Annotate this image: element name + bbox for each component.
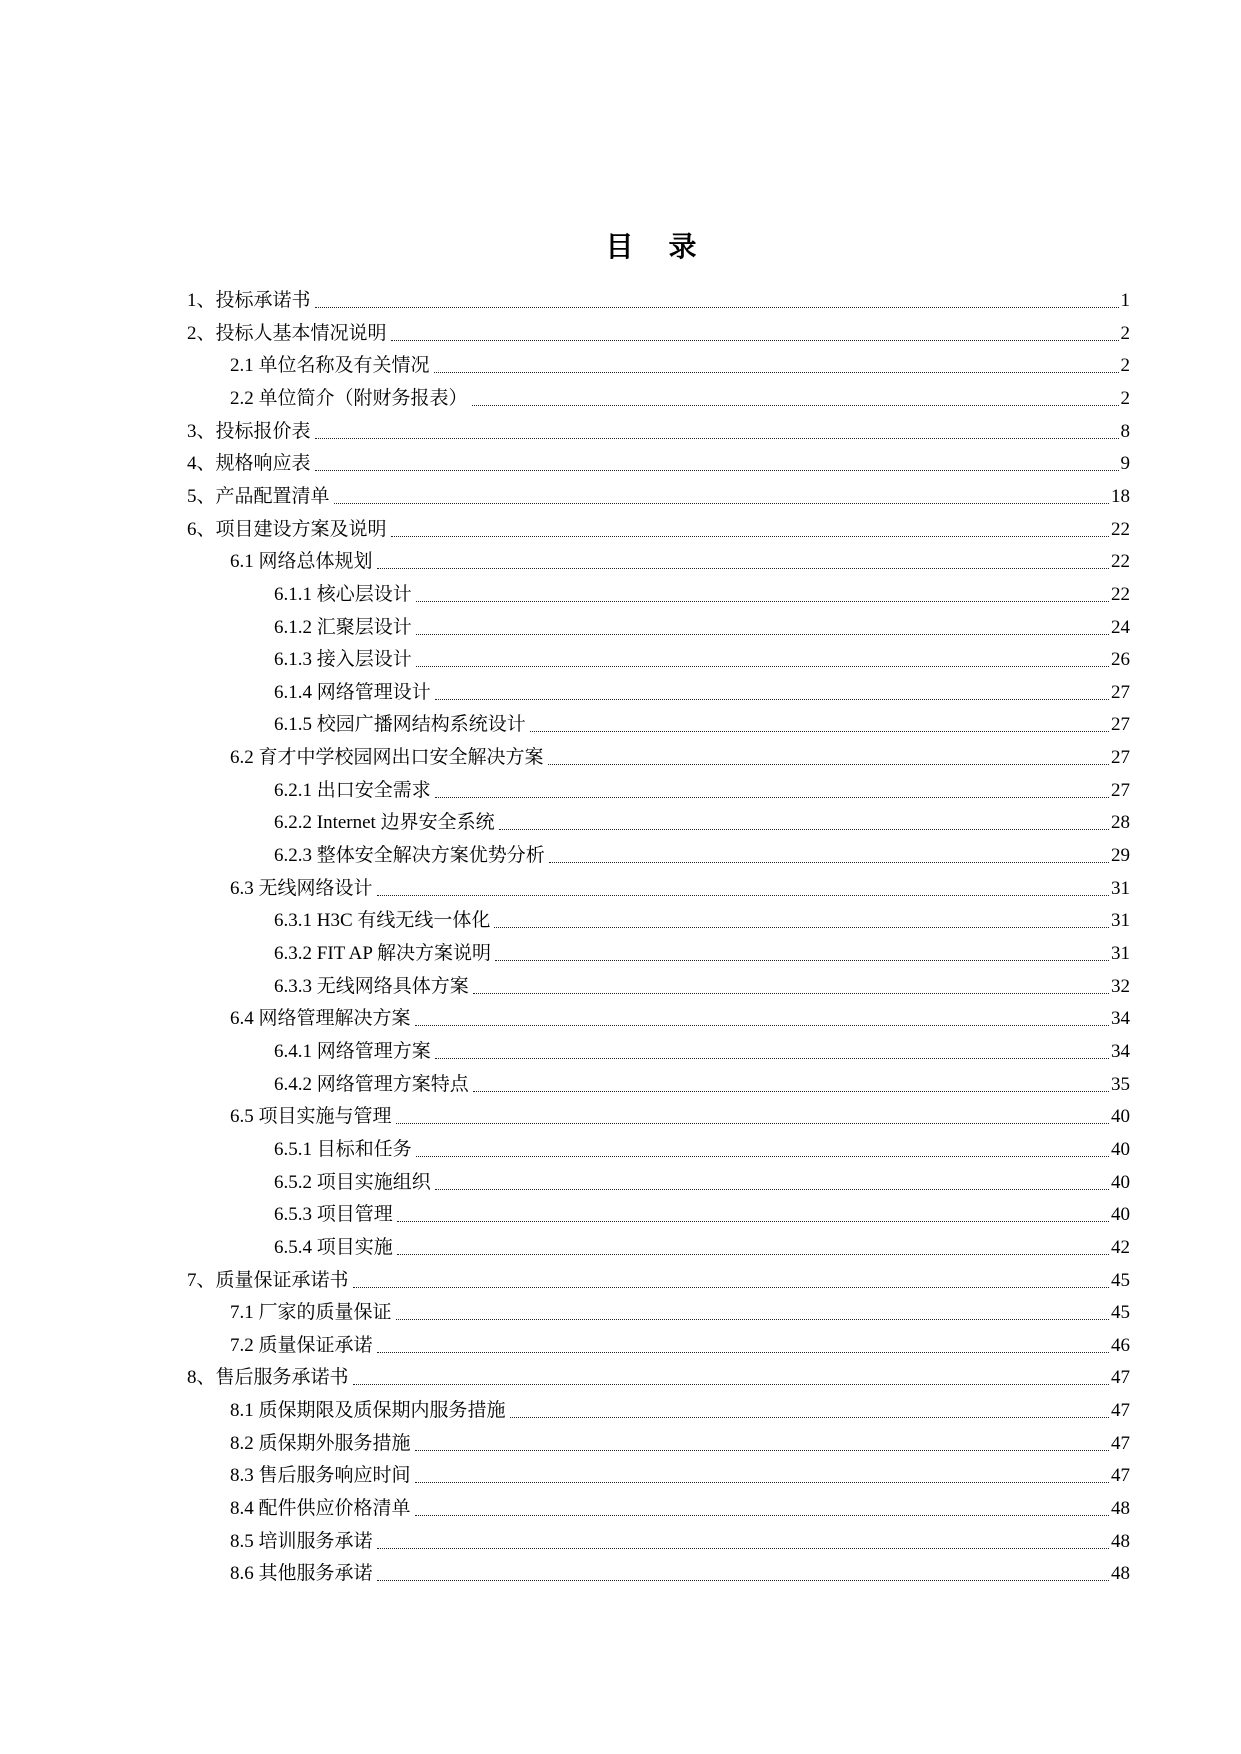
toc-entry-label: 6.1.4 网络管理设计 bbox=[274, 681, 431, 703]
toc-entry-page-number: 2 bbox=[1120, 322, 1130, 344]
toc-dot-leader bbox=[315, 306, 1119, 308]
toc-entry-page-number: 29 bbox=[1111, 845, 1130, 867]
toc-dot-leader bbox=[435, 1188, 1109, 1190]
toc-entry-label: 6.3.1 H3C 有线无线一体化 bbox=[274, 910, 491, 932]
toc-title: 目 录 bbox=[605, 232, 711, 263]
toc-entry[interactable] bbox=[274, 640, 1130, 672]
toc-entry-label: 6.5.2 项目实施组织 bbox=[274, 1171, 431, 1193]
toc-dot-leader bbox=[416, 1155, 1109, 1157]
toc-entry-label: 6.5.1 目标和任务 bbox=[274, 1138, 412, 1160]
toc-entry-page-number: 34 bbox=[1111, 1040, 1130, 1062]
toc-dot-leader bbox=[377, 567, 1109, 569]
toc-entry-page-number: 8 bbox=[1120, 420, 1130, 442]
toc-entry-page-number: 35 bbox=[1111, 1073, 1130, 1095]
toc-entry-page-number: 40 bbox=[1111, 1138, 1130, 1160]
toc-entry-page-number: 48 bbox=[1111, 1530, 1130, 1552]
toc-entry-page-number: 45 bbox=[1111, 1269, 1130, 1291]
toc-entry-label: 6.5.4 项目实施 bbox=[274, 1236, 393, 1258]
toc-entry[interactable] bbox=[274, 771, 1130, 803]
toc-entry-page-number: 2 bbox=[1120, 355, 1130, 377]
toc-entry-page-number: 31 bbox=[1111, 910, 1130, 932]
toc-dot-leader bbox=[397, 1220, 1109, 1222]
toc-entry[interactable] bbox=[230, 1489, 1130, 1521]
toc-entry-page-number: 34 bbox=[1111, 1008, 1130, 1030]
toc-entry-page-number: 31 bbox=[1111, 877, 1130, 899]
toc-entry[interactable] bbox=[230, 1326, 1130, 1358]
toc-entry[interactable] bbox=[230, 1522, 1130, 1554]
toc-entry[interactable] bbox=[230, 1424, 1130, 1456]
toc-dot-leader bbox=[377, 894, 1109, 896]
toc-entry-label: 6.1 网络总体规划 bbox=[230, 551, 373, 573]
toc-dot-leader bbox=[415, 1514, 1109, 1516]
toc-entry-label: 6.1.1 核心层设计 bbox=[274, 583, 412, 605]
toc-entry-label: 4、规格响应表 bbox=[187, 453, 311, 475]
toc-entry-label: 6.4.1 网络管理方案 bbox=[274, 1040, 431, 1062]
toc-entry-label: 6.2 育才中学校园网出口安全解决方案 bbox=[230, 747, 544, 769]
toc-entry-label: 2、投标人基本情况说明 bbox=[187, 322, 387, 344]
toc-entry-page-number: 28 bbox=[1111, 812, 1130, 834]
toc-entry-page-number: 26 bbox=[1111, 649, 1130, 671]
toc-entry[interactable] bbox=[274, 1228, 1130, 1260]
toc-entry[interactable] bbox=[230, 1293, 1130, 1325]
toc-entry-label: 8.4 配件供应价格清单 bbox=[230, 1498, 411, 1520]
toc-entry[interactable] bbox=[274, 1130, 1130, 1162]
toc-entry-label: 6.2.1 出口安全需求 bbox=[274, 779, 431, 801]
toc-dot-leader bbox=[416, 633, 1109, 635]
toc-dot-leader bbox=[434, 371, 1119, 373]
toc-dot-leader bbox=[315, 437, 1119, 439]
toc-entry[interactable] bbox=[274, 1195, 1130, 1227]
toc-dot-leader bbox=[415, 1024, 1109, 1026]
toc-entry[interactable] bbox=[230, 542, 1130, 574]
toc-entry-page-number: 46 bbox=[1111, 1334, 1130, 1356]
toc-entry[interactable] bbox=[274, 673, 1130, 705]
toc-dot-leader bbox=[416, 665, 1109, 667]
toc-dot-leader bbox=[396, 1122, 1109, 1124]
toc-entry[interactable] bbox=[274, 1163, 1130, 1195]
toc-entry[interactable] bbox=[230, 379, 1130, 411]
toc-entry-label: 7.1 厂家的质量保证 bbox=[230, 1302, 392, 1324]
toc-entry-label: 6.1.2 汇聚层设计 bbox=[274, 616, 412, 638]
toc-entry-label: 6.3.3 无线网络具体方案 bbox=[274, 975, 469, 997]
toc-entry-page-number: 22 bbox=[1111, 551, 1130, 573]
toc-entry-page-number: 42 bbox=[1111, 1236, 1130, 1258]
toc-dot-leader bbox=[397, 1253, 1109, 1255]
toc-dot-leader bbox=[353, 1383, 1109, 1385]
toc-entry-page-number: 47 bbox=[1111, 1465, 1130, 1487]
toc-entry-label: 2.1 单位名称及有关情况 bbox=[230, 355, 430, 377]
toc-dot-leader bbox=[499, 828, 1109, 830]
toc-dot-leader bbox=[494, 926, 1109, 928]
toc-dot-leader bbox=[391, 535, 1109, 537]
toc-entry-label: 8.5 培训服务承诺 bbox=[230, 1530, 373, 1552]
toc-entry[interactable] bbox=[274, 836, 1130, 868]
toc-entry[interactable] bbox=[187, 1358, 1130, 1390]
toc-entry[interactable] bbox=[187, 281, 1130, 313]
toc-entry-label: 7、质量保证承诺书 bbox=[187, 1269, 349, 1291]
toc-entry[interactable] bbox=[274, 608, 1130, 640]
toc-dot-leader bbox=[549, 861, 1109, 863]
toc-entry-page-number: 2 bbox=[1120, 387, 1130, 409]
toc-entry[interactable] bbox=[230, 1554, 1130, 1586]
toc-entry[interactable] bbox=[230, 869, 1130, 901]
toc-entry-page-number: 47 bbox=[1111, 1432, 1130, 1454]
toc-entry[interactable] bbox=[230, 346, 1130, 378]
toc-dot-leader bbox=[377, 1547, 1109, 1549]
toc-entry-label: 3、投标报价表 bbox=[187, 420, 311, 442]
toc-entry-page-number: 1 bbox=[1120, 290, 1130, 311]
toc-dot-leader bbox=[473, 992, 1109, 994]
toc-entry-page-number: 45 bbox=[1111, 1302, 1130, 1324]
toc-entry[interactable] bbox=[274, 705, 1130, 737]
toc-entry-page-number: 48 bbox=[1111, 1563, 1130, 1585]
toc-entry[interactable] bbox=[187, 444, 1130, 476]
toc-entry[interactable] bbox=[274, 575, 1130, 607]
toc-entry-label: 8.1 质保期限及质保期内服务措施 bbox=[230, 1400, 506, 1422]
toc-entry-page-number: 27 bbox=[1111, 681, 1130, 703]
toc-entry-label: 6.1.3 接入层设计 bbox=[274, 649, 412, 671]
toc-entry[interactable] bbox=[230, 1391, 1130, 1423]
toc-dot-leader bbox=[473, 1090, 1109, 1092]
toc-entry[interactable] bbox=[230, 1097, 1130, 1129]
toc-entry-page-number: 31 bbox=[1111, 943, 1130, 964]
toc-entry[interactable] bbox=[187, 477, 1130, 509]
toc-entry-page-number: 47 bbox=[1111, 1367, 1130, 1389]
toc-dot-leader bbox=[435, 1057, 1109, 1059]
toc-entry-label: 6.4.2 网络管理方案特点 bbox=[274, 1073, 469, 1095]
toc-dot-leader bbox=[416, 600, 1109, 602]
toc-entry[interactable] bbox=[274, 934, 1130, 966]
toc-entry-page-number: 22 bbox=[1111, 583, 1130, 605]
toc-entry-label: 6.2.3 整体安全解决方案优势分析 bbox=[274, 845, 545, 867]
toc-dot-leader bbox=[377, 1351, 1109, 1353]
toc-entry-page-number: 48 bbox=[1111, 1498, 1130, 1520]
toc-dot-leader bbox=[415, 1481, 1109, 1483]
toc-entry-page-number: 40 bbox=[1111, 1204, 1130, 1226]
toc-entry[interactable] bbox=[274, 967, 1130, 999]
toc-dot-leader bbox=[495, 959, 1109, 961]
toc-dot-leader bbox=[530, 730, 1109, 732]
toc-entry-label: 6、项目建设方案及说明 bbox=[187, 518, 387, 540]
toc-entry-page-number: 18 bbox=[1111, 485, 1130, 507]
toc-entry-label: 2.2 单位简介（附财务报表） bbox=[230, 387, 468, 409]
toc-dot-leader bbox=[548, 763, 1109, 765]
toc-entry-label: 1、投标承诺书 bbox=[187, 290, 311, 311]
toc-dot-leader bbox=[334, 502, 1109, 504]
toc-entry-label: 6.3.2 FIT AP 解决方案说明 bbox=[274, 943, 491, 964]
toc-dot-leader bbox=[472, 404, 1119, 406]
toc-dot-leader bbox=[377, 1579, 1109, 1581]
toc-entry-page-number: 40 bbox=[1111, 1171, 1130, 1193]
toc-dot-leader bbox=[315, 469, 1119, 471]
toc-entry-label: 5、产品配置清单 bbox=[187, 485, 330, 507]
toc-entry[interactable] bbox=[274, 1065, 1130, 1097]
toc-entry[interactable] bbox=[230, 999, 1130, 1031]
toc-dot-leader bbox=[415, 1449, 1109, 1451]
toc-dot-leader bbox=[510, 1416, 1109, 1418]
toc-entry-page-number: 24 bbox=[1111, 616, 1130, 638]
toc-dot-leader bbox=[391, 339, 1119, 341]
toc-entry-page-number: 40 bbox=[1111, 1106, 1130, 1128]
toc-entry-page-number: 9 bbox=[1120, 453, 1130, 475]
toc-entry-page-number: 32 bbox=[1111, 975, 1130, 997]
toc-entry-page-number: 27 bbox=[1111, 779, 1130, 801]
toc-entry-label: 6.5 项目实施与管理 bbox=[230, 1106, 392, 1128]
toc-entry[interactable] bbox=[274, 803, 1130, 835]
toc-entry[interactable] bbox=[187, 314, 1130, 346]
toc-entry[interactable] bbox=[274, 1032, 1130, 1064]
toc-dot-leader bbox=[353, 1286, 1109, 1288]
toc-entry-label: 8、售后服务承诺书 bbox=[187, 1367, 349, 1389]
toc-entry[interactable] bbox=[274, 901, 1130, 933]
toc-entry-label: 6.2.2 Internet 边界安全系统 bbox=[274, 812, 495, 834]
toc-dot-leader bbox=[435, 796, 1109, 798]
toc-entry-label: 8.3 售后服务响应时间 bbox=[230, 1465, 411, 1487]
toc-entry-label: 8.2 质保期外服务措施 bbox=[230, 1432, 411, 1454]
toc-entry[interactable] bbox=[230, 1456, 1130, 1488]
toc-entry-label: 6.4 网络管理解决方案 bbox=[230, 1008, 411, 1030]
toc-entry-label: 6.3 无线网络设计 bbox=[230, 877, 373, 899]
toc-dot-leader bbox=[435, 698, 1109, 700]
toc-dot-leader bbox=[396, 1318, 1109, 1320]
toc-entry-label: 6.5.3 项目管理 bbox=[274, 1204, 393, 1226]
toc-entry[interactable] bbox=[187, 510, 1130, 542]
toc-entry-label: 8.6 其他服务承诺 bbox=[230, 1563, 373, 1585]
toc-entry-page-number: 47 bbox=[1111, 1400, 1130, 1422]
toc-entry-page-number: 27 bbox=[1111, 714, 1130, 736]
toc-entry[interactable] bbox=[187, 412, 1130, 444]
toc-entry-page-number: 27 bbox=[1111, 747, 1130, 769]
toc-entry[interactable] bbox=[187, 1261, 1130, 1293]
toc-entry-label: 7.2 质量保证承诺 bbox=[230, 1334, 373, 1356]
toc-entry-page-number: 22 bbox=[1111, 518, 1130, 540]
toc-entry-label: 6.1.5 校园广播网结构系统设计 bbox=[274, 714, 526, 736]
toc-entry[interactable] bbox=[230, 738, 1130, 770]
